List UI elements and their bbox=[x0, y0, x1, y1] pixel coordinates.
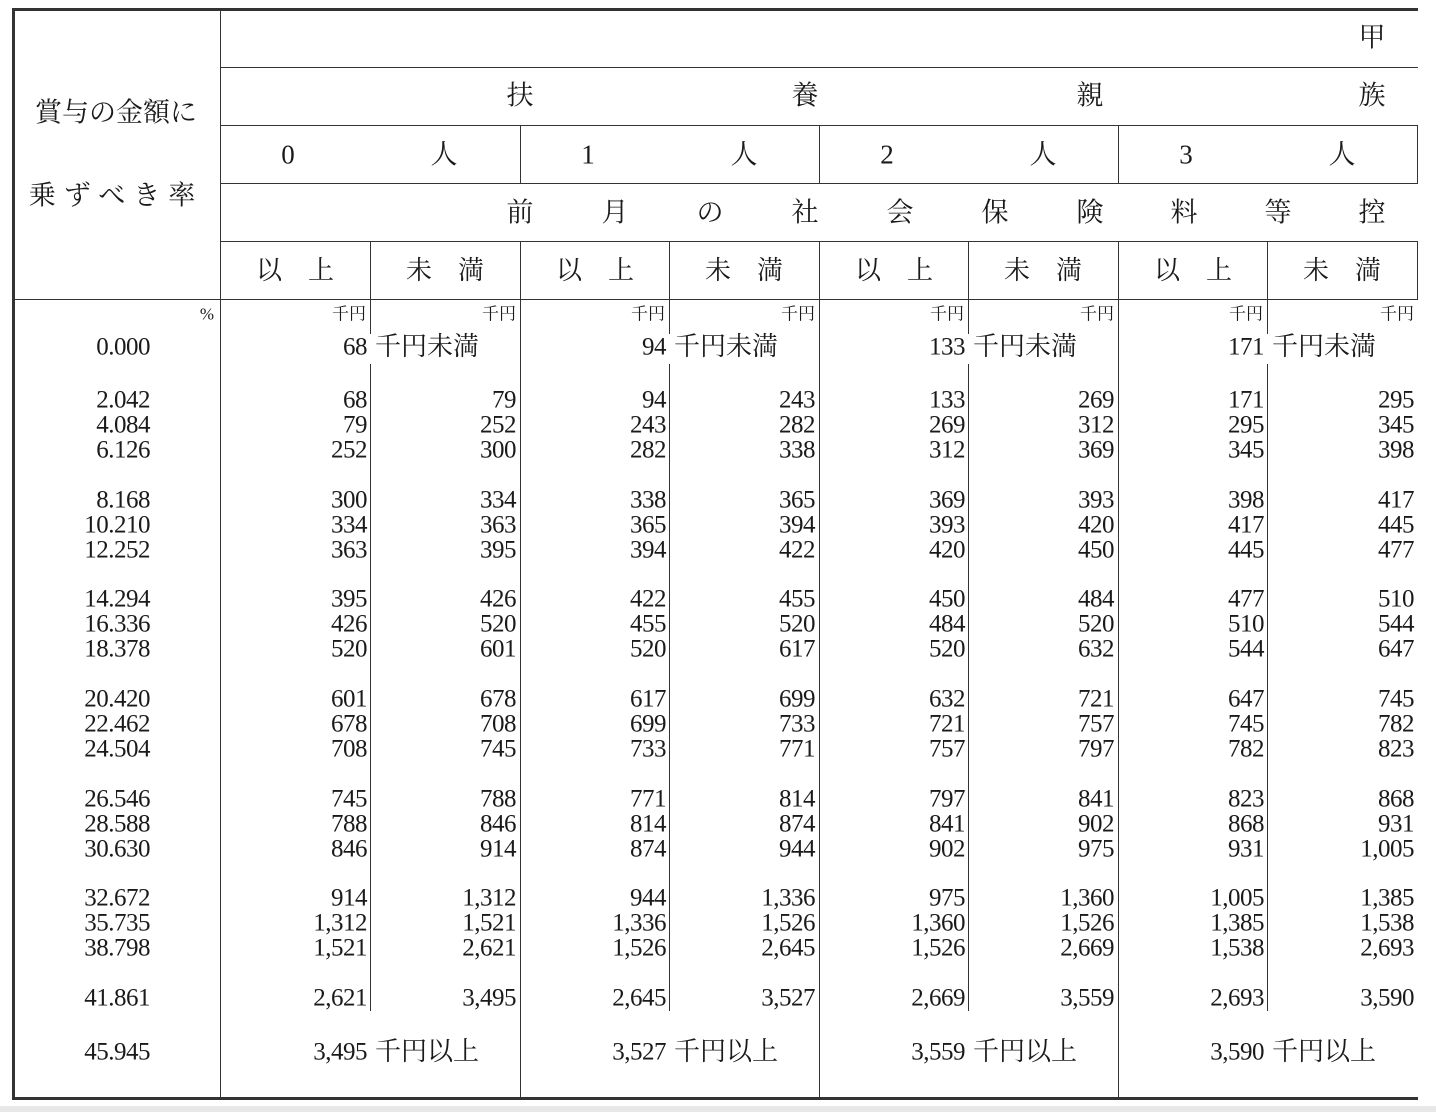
from-value: 841 bbox=[929, 810, 965, 838]
deduction-char-7: 料 bbox=[1170, 197, 1198, 228]
to-value: 1,526 bbox=[1060, 909, 1114, 937]
rate-value: 4.084 bbox=[96, 411, 150, 439]
from-value: 338 bbox=[630, 486, 666, 514]
first-row-value-0: 68 bbox=[343, 333, 367, 361]
from-value: 445 bbox=[1228, 536, 1264, 564]
thousand-yen-unit-from-0: 千円 bbox=[332, 304, 366, 324]
to-value: 771 bbox=[779, 735, 815, 763]
to-value: 745 bbox=[1378, 685, 1414, 713]
mid-divider-top-0 bbox=[370, 299, 371, 334]
to-value: 3,590 bbox=[1360, 984, 1414, 1012]
header-rule-2 bbox=[220, 183, 1418, 184]
to-value: 1,521 bbox=[462, 909, 516, 937]
from-value: 1,526 bbox=[612, 934, 666, 962]
rate-value: 14.294 bbox=[84, 585, 150, 613]
last-row-note-0: 千円以上 bbox=[375, 1037, 480, 1066]
to-value: 520 bbox=[1078, 610, 1114, 638]
to-value: 334 bbox=[480, 486, 516, 514]
to-value: 931 bbox=[1378, 810, 1414, 838]
to-value: 426 bbox=[480, 585, 516, 613]
dependents-char-0: 扶 bbox=[506, 80, 534, 111]
rate-value: 2.042 bbox=[96, 386, 150, 414]
first-row-note-2: 千円未満 bbox=[973, 332, 1078, 361]
from-value: 1,360 bbox=[911, 909, 965, 937]
from-value: 733 bbox=[630, 735, 666, 763]
to-value: 300 bbox=[480, 436, 516, 464]
rate-value: 6.126 bbox=[96, 436, 150, 464]
group-divider-a-0 bbox=[520, 125, 521, 183]
to-value: 797 bbox=[1078, 735, 1114, 763]
to-value: 520 bbox=[480, 610, 516, 638]
last-row-value-3: 3,590 bbox=[1210, 1038, 1264, 1066]
to-value: 2,693 bbox=[1360, 934, 1414, 962]
from-value: 365 bbox=[630, 511, 666, 539]
to-value: 3,495 bbox=[462, 984, 516, 1012]
first-row-note-3: 千円未満 bbox=[1272, 332, 1377, 361]
from-value: 601 bbox=[331, 685, 367, 713]
to-value: 3,527 bbox=[761, 984, 815, 1012]
from-value: 745 bbox=[331, 785, 367, 813]
dependents-unit-3: 人 bbox=[1328, 139, 1356, 170]
from-value: 133 bbox=[929, 386, 965, 414]
mid-divider-head-3 bbox=[1267, 241, 1268, 299]
thousand-yen-unit-from-3: 千円 bbox=[1229, 304, 1263, 324]
group-divider-a-2 bbox=[1118, 125, 1119, 183]
to-value: 782 bbox=[1378, 710, 1414, 738]
table-type-label: 甲 bbox=[1358, 22, 1386, 53]
dependents-unit-1: 人 bbox=[730, 139, 758, 170]
from-value: 394 bbox=[630, 536, 666, 564]
from-value: 94 bbox=[642, 386, 666, 414]
to-value: 363 bbox=[480, 511, 516, 539]
last-row-value-1: 3,527 bbox=[612, 1038, 666, 1066]
first-row-note-0: 千円未満 bbox=[375, 332, 480, 361]
to-value: 3,559 bbox=[1060, 984, 1114, 1012]
rate-value: 30.630 bbox=[84, 835, 150, 863]
last-row-note-2: 千円以上 bbox=[973, 1037, 1078, 1066]
from-value: 252 bbox=[331, 436, 367, 464]
thousand-yen-unit-to-1: 千円 bbox=[781, 304, 815, 324]
col-to-label-2: 未 満 bbox=[1003, 256, 1083, 285]
deduction-char-3: 社 bbox=[791, 197, 819, 228]
to-value: 868 bbox=[1378, 785, 1414, 813]
to-value: 544 bbox=[1378, 610, 1414, 638]
from-value: 520 bbox=[630, 635, 666, 663]
to-value: 975 bbox=[1078, 835, 1114, 863]
from-value: 393 bbox=[929, 511, 965, 539]
from-value: 334 bbox=[331, 511, 367, 539]
deduction-char-4: 会 bbox=[886, 197, 914, 228]
to-value: 1,526 bbox=[761, 909, 815, 937]
group-divider-b-0 bbox=[520, 241, 521, 1097]
from-value: 477 bbox=[1228, 585, 1264, 613]
to-value: 1,538 bbox=[1360, 909, 1414, 937]
from-value: 520 bbox=[331, 635, 367, 663]
from-value: 510 bbox=[1228, 610, 1264, 638]
to-value: 733 bbox=[779, 710, 815, 738]
col-from-label-2: 以 上 bbox=[854, 256, 934, 285]
to-value: 338 bbox=[779, 436, 815, 464]
from-value: 902 bbox=[929, 835, 965, 863]
to-value: 678 bbox=[480, 685, 516, 713]
from-value: 369 bbox=[929, 486, 965, 514]
from-value: 422 bbox=[630, 585, 666, 613]
rate-value: 8.168 bbox=[96, 486, 150, 514]
header-rule-0 bbox=[220, 67, 1418, 68]
deduction-char-0: 前 bbox=[506, 197, 534, 228]
to-value: 708 bbox=[480, 710, 516, 738]
to-value: 345 bbox=[1378, 411, 1414, 439]
first-row-value-2: 133 bbox=[929, 333, 965, 361]
to-value: 699 bbox=[779, 685, 815, 713]
first-row-note-1: 千円未満 bbox=[674, 332, 779, 361]
from-value: 426 bbox=[331, 610, 367, 638]
to-value: 393 bbox=[1078, 486, 1114, 514]
last-row-note-3: 千円以上 bbox=[1272, 1037, 1377, 1066]
thousand-yen-unit-from-1: 千円 bbox=[631, 304, 665, 324]
to-value: 1,360 bbox=[1060, 884, 1114, 912]
to-value: 814 bbox=[779, 785, 815, 813]
to-value: 243 bbox=[779, 386, 815, 414]
from-value: 944 bbox=[630, 884, 666, 912]
from-value: 1,312 bbox=[313, 909, 367, 937]
to-value: 369 bbox=[1078, 436, 1114, 464]
from-value: 632 bbox=[929, 685, 965, 713]
to-value: 914 bbox=[480, 835, 516, 863]
to-value: 1,005 bbox=[1360, 835, 1414, 863]
from-value: 520 bbox=[929, 635, 965, 663]
to-value: 1,336 bbox=[761, 884, 815, 912]
from-value: 678 bbox=[331, 710, 367, 738]
rate-value: 22.462 bbox=[84, 710, 150, 738]
dependents-unit-2: 人 bbox=[1029, 139, 1057, 170]
dependents-count-2: 2 bbox=[880, 139, 894, 170]
from-value: 708 bbox=[331, 735, 367, 763]
percent-unit: % bbox=[199, 304, 214, 324]
to-value: 647 bbox=[1378, 635, 1414, 663]
from-value: 874 bbox=[630, 835, 666, 863]
rate-value: 35.735 bbox=[84, 909, 150, 937]
from-value: 2,645 bbox=[612, 984, 666, 1012]
col-to-label-3: 未 満 bbox=[1302, 256, 1382, 285]
from-value: 771 bbox=[630, 785, 666, 813]
header-rule-left bbox=[12, 299, 220, 300]
from-value: 484 bbox=[929, 610, 965, 638]
to-value: 455 bbox=[779, 585, 815, 613]
from-value: 345 bbox=[1228, 436, 1264, 464]
to-value: 823 bbox=[1378, 735, 1414, 763]
from-value: 2,621 bbox=[313, 984, 367, 1012]
rate-label-line2: 乗ずべき率 bbox=[28, 180, 204, 211]
from-value: 243 bbox=[630, 411, 666, 439]
rate-value: 18.378 bbox=[84, 635, 150, 663]
thousand-yen-unit-to-2: 千円 bbox=[1080, 304, 1114, 324]
mid-divider-head-2 bbox=[968, 241, 969, 299]
from-value: 1,521 bbox=[313, 934, 367, 962]
to-value: 757 bbox=[1078, 710, 1114, 738]
to-value: 422 bbox=[779, 536, 815, 564]
to-value: 721 bbox=[1078, 685, 1114, 713]
to-value: 510 bbox=[1378, 585, 1414, 613]
from-value: 312 bbox=[929, 436, 965, 464]
dependents-count-0: 0 bbox=[281, 139, 295, 170]
deduction-char-9: 控 bbox=[1358, 197, 1386, 228]
to-value: 2,645 bbox=[761, 934, 815, 962]
to-value: 365 bbox=[779, 486, 815, 514]
rate-label-line1: 賞与の金額に bbox=[35, 97, 197, 128]
mid-divider-body-3 bbox=[1267, 364, 1268, 1011]
rate-value: 41.861 bbox=[84, 984, 150, 1012]
from-value: 757 bbox=[929, 735, 965, 763]
from-value: 2,669 bbox=[911, 984, 965, 1012]
to-value: 398 bbox=[1378, 436, 1414, 464]
to-value: 269 bbox=[1078, 386, 1114, 414]
from-value: 721 bbox=[929, 710, 965, 738]
col-to-label-0: 未 満 bbox=[405, 256, 485, 285]
from-value: 1,538 bbox=[1210, 934, 1264, 962]
last-row-value-0: 3,495 bbox=[313, 1038, 367, 1066]
to-value: 1,312 bbox=[462, 884, 516, 912]
rate-value: 16.336 bbox=[84, 610, 150, 638]
to-value: 632 bbox=[1078, 635, 1114, 663]
to-value: 484 bbox=[1078, 585, 1114, 613]
from-value: 2,693 bbox=[1210, 984, 1264, 1012]
from-value: 450 bbox=[929, 585, 965, 613]
thousand-yen-unit-to-3: 千円 bbox=[1380, 304, 1414, 324]
table-top-border bbox=[12, 8, 1418, 11]
from-value: 1,336 bbox=[612, 909, 666, 937]
dependents-count-3: 3 bbox=[1179, 139, 1193, 170]
dependents-unit-0: 人 bbox=[430, 139, 458, 170]
rate-last: 45.945 bbox=[84, 1038, 150, 1066]
to-value: 252 bbox=[480, 411, 516, 439]
from-value: 455 bbox=[630, 610, 666, 638]
from-value: 797 bbox=[929, 785, 965, 813]
page-edge-shade bbox=[0, 1106, 1436, 1112]
from-value: 363 bbox=[331, 536, 367, 564]
to-value: 420 bbox=[1078, 511, 1114, 539]
from-value: 931 bbox=[1228, 835, 1264, 863]
to-value: 295 bbox=[1378, 386, 1414, 414]
from-value: 420 bbox=[929, 536, 965, 564]
to-value: 394 bbox=[779, 511, 815, 539]
col-to-label-1: 未 満 bbox=[704, 256, 784, 285]
last-row-note-1: 千円以上 bbox=[674, 1037, 779, 1066]
to-value: 944 bbox=[779, 835, 815, 863]
deduction-char-8: 等 bbox=[1264, 197, 1292, 228]
from-value: 68 bbox=[343, 386, 367, 414]
deduction-char-1: 月 bbox=[601, 197, 629, 228]
first-row-value-3: 171 bbox=[1228, 333, 1264, 361]
to-value: 417 bbox=[1378, 486, 1414, 514]
group-divider-b-2 bbox=[1118, 241, 1119, 1097]
col-from-label-3: 以 上 bbox=[1153, 256, 1233, 285]
from-value: 914 bbox=[331, 884, 367, 912]
thousand-yen-unit-from-2: 千円 bbox=[930, 304, 964, 324]
to-value: 282 bbox=[779, 411, 815, 439]
to-value: 2,621 bbox=[462, 934, 516, 962]
from-value: 171 bbox=[1228, 386, 1264, 414]
to-value: 79 bbox=[492, 386, 516, 414]
rate-value: 20.420 bbox=[84, 685, 150, 713]
group-divider-a-1 bbox=[819, 125, 820, 183]
rate-value: 10.210 bbox=[84, 511, 150, 539]
to-value: 617 bbox=[779, 635, 815, 663]
from-value: 1,526 bbox=[911, 934, 965, 962]
from-value: 1,385 bbox=[1210, 909, 1264, 937]
from-value: 788 bbox=[331, 810, 367, 838]
from-value: 395 bbox=[331, 585, 367, 613]
to-value: 450 bbox=[1078, 536, 1114, 564]
to-value: 477 bbox=[1378, 536, 1414, 564]
to-value: 312 bbox=[1078, 411, 1114, 439]
from-value: 300 bbox=[331, 486, 367, 514]
from-value: 846 bbox=[331, 835, 367, 863]
mid-divider-body-0 bbox=[370, 364, 371, 1011]
to-value: 745 bbox=[480, 735, 516, 763]
mid-divider-body-2 bbox=[968, 364, 969, 1011]
to-value: 874 bbox=[779, 810, 815, 838]
thousand-yen-unit-to-0: 千円 bbox=[482, 304, 516, 324]
from-value: 617 bbox=[630, 685, 666, 713]
rate-first: 0.000 bbox=[96, 333, 150, 361]
mid-divider-head-0 bbox=[370, 241, 371, 299]
mid-divider-top-1 bbox=[669, 299, 670, 334]
table-left-border bbox=[12, 8, 15, 1100]
col-from-label-0: 以 上 bbox=[255, 256, 335, 285]
from-value: 814 bbox=[630, 810, 666, 838]
rate-column-divider bbox=[220, 8, 221, 1097]
to-value: 846 bbox=[480, 810, 516, 838]
header-right-edge-b bbox=[1417, 241, 1418, 299]
from-value: 79 bbox=[343, 411, 367, 439]
mid-divider-top-2 bbox=[968, 299, 969, 334]
to-value: 2,669 bbox=[1060, 934, 1114, 962]
to-value: 902 bbox=[1078, 810, 1114, 838]
rate-value: 38.798 bbox=[84, 934, 150, 962]
from-value: 282 bbox=[630, 436, 666, 464]
dependents-char-2: 親 bbox=[1076, 80, 1104, 111]
to-value: 788 bbox=[480, 785, 516, 813]
from-value: 823 bbox=[1228, 785, 1264, 813]
dependents-char-3: 族 bbox=[1358, 80, 1386, 111]
from-value: 868 bbox=[1228, 810, 1264, 838]
group-divider-b-1 bbox=[819, 241, 820, 1097]
to-value: 445 bbox=[1378, 511, 1414, 539]
from-value: 544 bbox=[1228, 635, 1264, 663]
from-value: 417 bbox=[1228, 511, 1264, 539]
to-value: 1,385 bbox=[1360, 884, 1414, 912]
deduction-char-6: 険 bbox=[1076, 197, 1104, 228]
rate-value: 28.588 bbox=[84, 810, 150, 838]
from-value: 269 bbox=[929, 411, 965, 439]
from-value: 398 bbox=[1228, 486, 1264, 514]
from-value: 975 bbox=[929, 884, 965, 912]
to-value: 395 bbox=[480, 536, 516, 564]
dependents-count-1: 1 bbox=[581, 139, 595, 170]
mid-divider-head-1 bbox=[669, 241, 670, 299]
first-row-value-1: 94 bbox=[642, 333, 666, 361]
col-from-label-1: 以 上 bbox=[555, 256, 635, 285]
from-value: 699 bbox=[630, 710, 666, 738]
rate-value: 26.546 bbox=[84, 785, 150, 813]
from-value: 647 bbox=[1228, 685, 1264, 713]
dependents-char-1: 養 bbox=[791, 80, 819, 111]
last-row-value-2: 3,559 bbox=[911, 1038, 965, 1066]
mid-divider-top-3 bbox=[1267, 299, 1268, 334]
from-value: 745 bbox=[1228, 710, 1264, 738]
rate-value: 32.672 bbox=[84, 884, 150, 912]
deduction-char-2: の bbox=[696, 197, 724, 228]
rate-value: 12.252 bbox=[84, 536, 150, 564]
to-value: 841 bbox=[1078, 785, 1114, 813]
deduction-char-5: 保 bbox=[981, 197, 1009, 228]
table-bottom-border bbox=[12, 1097, 1418, 1100]
from-value: 295 bbox=[1228, 411, 1264, 439]
from-value: 782 bbox=[1228, 735, 1264, 763]
rate-value: 24.504 bbox=[84, 735, 150, 763]
to-value: 601 bbox=[480, 635, 516, 663]
header-right-edge-a bbox=[1417, 125, 1418, 183]
mid-divider-body-1 bbox=[669, 364, 670, 1011]
from-value: 1,005 bbox=[1210, 884, 1264, 912]
to-value: 520 bbox=[779, 610, 815, 638]
